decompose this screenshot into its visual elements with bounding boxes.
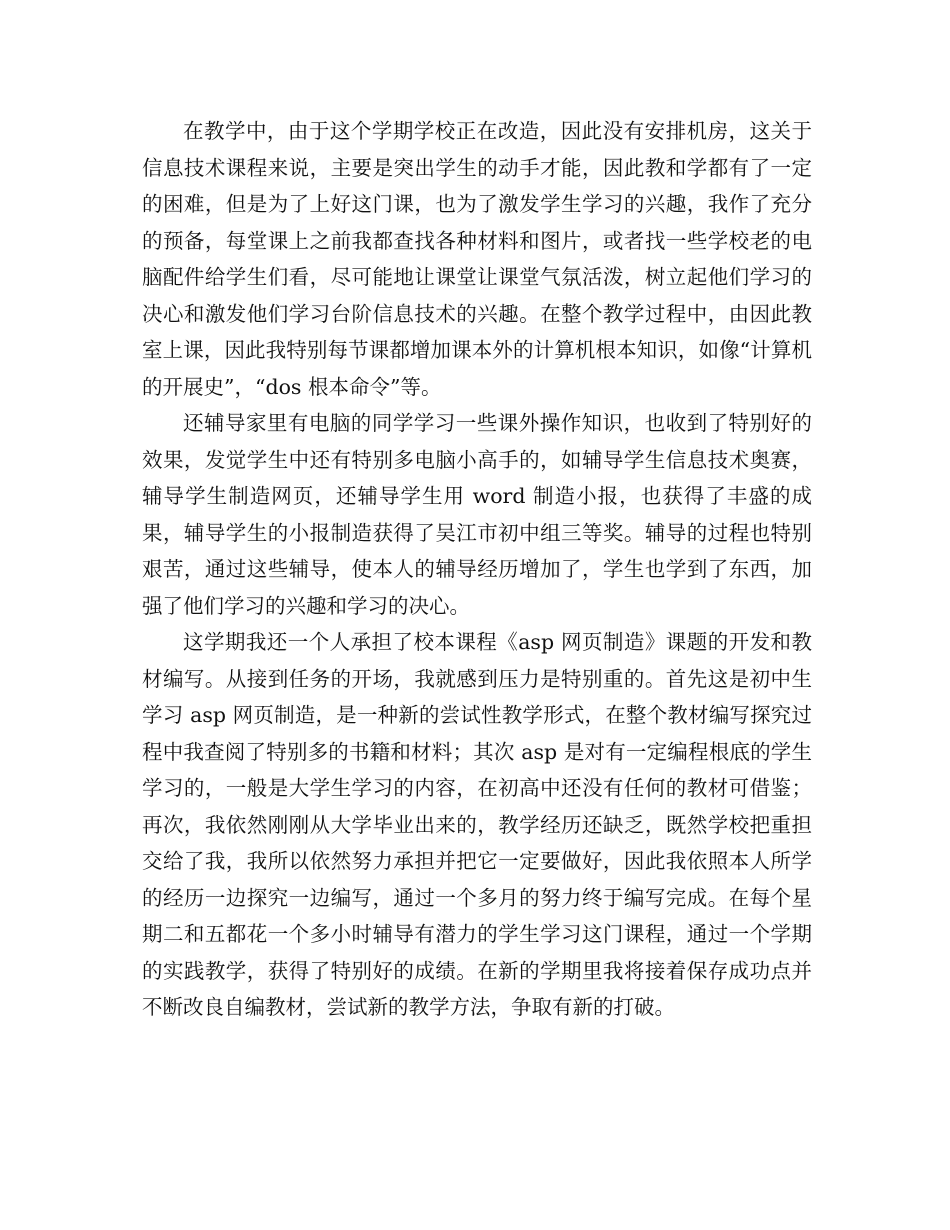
document-body	[142, 113, 812, 1026]
paragraph-3: 这学期我还一个人承担了校本课程《asp 网页制造》课题的开发和教材编写。从接到任务的开场，我就感到压力是特别重的。首先这是初中生学习 asp 网页制造，是一种新的尝试性教学形式，在整个教材编写探究过程中我查阅了特别多的书籍和材料；其次 asp 是对有一定编程根底的学生学习的，一般是大学生学习的内容，在初高中还没有任何的教材可借鉴；再次，我依然刚刚从大学毕业出来的，教学经历还缺乏，既然学校把重担交给了我，我所以依然努力承担并把它一定要做好，因此我依照本人所学的经历一边探究一边编写，通过一个多月的努力终于编写完成。在每个星期二和五都花一个多小时辅导有潜力的学生学习这门课程，通过一个学期的实践教学，获得了特别好的成绩。在新的学期里我将接着保存成功点并不断改良自编教材，尝试新的教学方法，争取有新的打破。	[142, 630, 812, 1019]
paragraph-1: 在教学中，由于这个学期学校正在改造，因此没有安排机房，这关于信息技术课程来说，主要是突出学生的动手才能，因此教和学都有了一定的困难，但是为了上好这门课，也为了激发学生学习的兴趣，我作了充分的预备，每堂课上之前我都查找各种材料和图片，或者找一些学校老的电脑配件给学生们看，尽可能地让课堂让课堂气氛活泼，树立起他们学习的决心和激发他们学习台阶信息技术的兴趣。在整个教学过程中，由因此教室上课，因此我特别每节课都增加课本外的计算机根本知识，如像“计算机的开展史”，“dos 根本命令”等。	[142, 119, 812, 399]
paragraph-2: 还辅导家里有电脑的同学学习一些课外操作知识，也收到了特别好的效果，发觉学生中还有特别多电脑小高手的，如辅导学生信息技术奥赛，辅导学生制造网页，还辅导学生用 word 制造小报，也获得了丰盛的成果，辅导学生的小报制造获得了吴江市初中组三等奖。辅导的过程也特别艰苦，通过这些辅导，使本人的辅导经历增加了，学生也学到了东西，加强了他们学习的兴趣和学习的决心。	[142, 411, 812, 618]
